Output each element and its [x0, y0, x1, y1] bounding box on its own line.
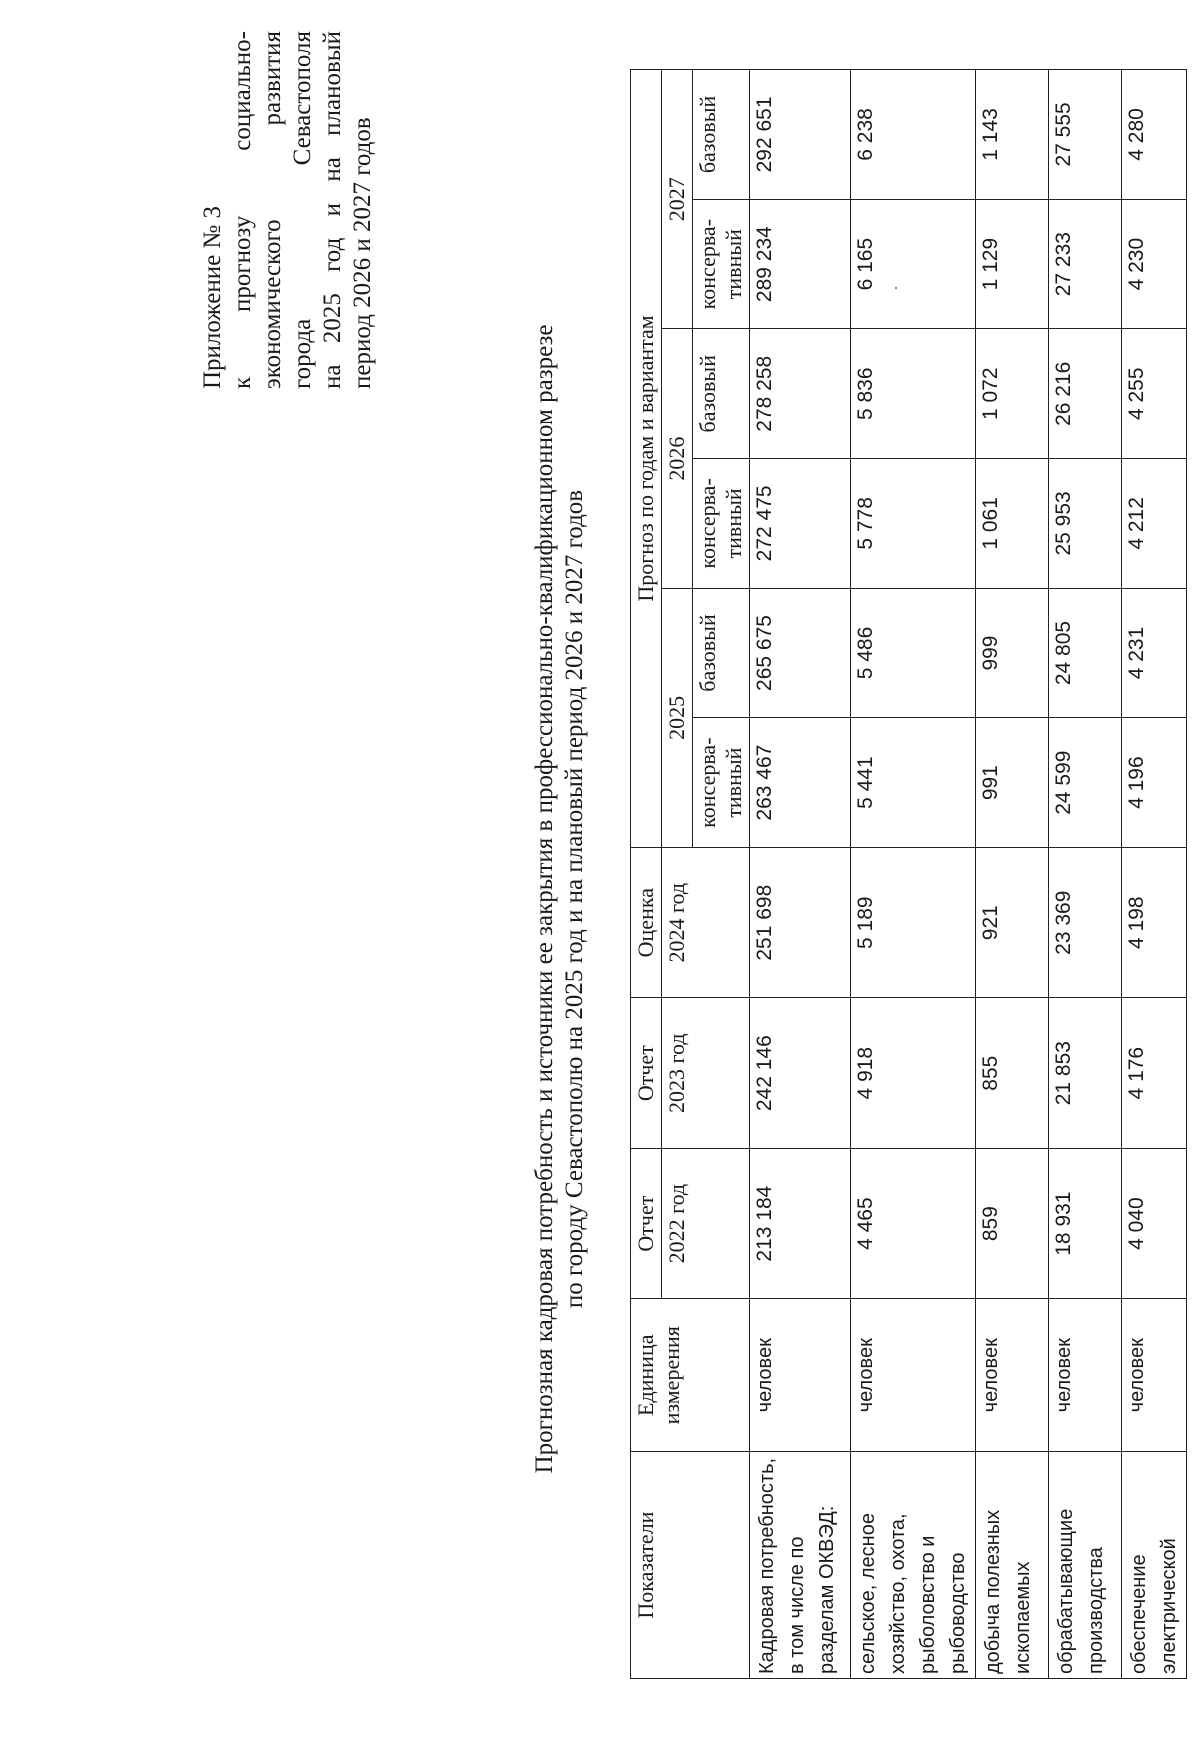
header-report-2022: Отчет [631, 1148, 662, 1298]
appendix-line: период 2026 и 2027 годов [349, 117, 376, 389]
value-cell: 23 369 [1049, 847, 1122, 997]
value-cell: 6 238 [851, 70, 976, 200]
value-cell: 1 072 [976, 329, 1049, 459]
value-cell: 6 165 [851, 199, 976, 329]
title-line-1: Прогнозная кадровая потребность и источники ее закрытия в профессионально-квалификационном разрезе [531, 324, 558, 1474]
value-cell: 5 486 [851, 588, 976, 718]
row-label: сельское, лесное хозяйство, охота, рыболовство и рыбоводство [851, 1452, 976, 1679]
header-unit: Единица измерения [631, 1299, 750, 1452]
value-cell: 859 [976, 1148, 1049, 1298]
value-cell: 24 805 [1049, 588, 1122, 718]
header-variant-base: базовый [693, 70, 750, 200]
value-cell: 4 918 [851, 998, 976, 1148]
value-cell: 4 231 [1122, 588, 1187, 718]
header-variant-conservative: консерва-тивный [693, 459, 750, 589]
header-estimate-2024: Оценка [631, 847, 662, 997]
table-row [1122, 70, 1187, 1679]
row-unit: человек [750, 1299, 851, 1452]
header-variant-conservative: консерва-тивный [693, 718, 750, 848]
value-cell: 272 475 [750, 459, 851, 589]
value-cell: 242 146 [750, 998, 851, 1148]
value-cell: 5 441 [851, 718, 976, 848]
value-cell: 213 184 [750, 1148, 851, 1298]
table-row [750, 70, 851, 1679]
appendix-header [198, 31, 378, 389]
value-cell: 4 280 [1122, 70, 1187, 200]
header-forecast: Прогноз по годам и вариантам [631, 70, 662, 848]
value-cell: 21 853 [1049, 998, 1122, 1148]
table-row [1049, 70, 1122, 1679]
value-cell: 5 778 [851, 459, 976, 589]
table-row [851, 70, 976, 1679]
row-unit: человек [1049, 1299, 1122, 1452]
value-cell: 4 212 [1122, 459, 1187, 589]
header-variant-conservative: консерва-тивный [693, 199, 750, 329]
header-indicator: Показатели [631, 1452, 750, 1679]
value-cell: 1 143 [976, 70, 1049, 200]
value-cell: 5 189 [851, 847, 976, 997]
title-line-2: по городу Севастополю на 2025 год и на плановый период 2026 и 2027 годов [561, 489, 588, 1309]
header-year-2022: 2022 год [662, 1148, 750, 1298]
value-cell: 289 234 [750, 199, 851, 329]
value-cell: 265 675 [750, 588, 851, 718]
appendix-line: к прогнозу социально- [229, 31, 256, 389]
header-year-2025: 2025 [662, 588, 693, 847]
value-cell: 18 931 [1049, 1148, 1122, 1298]
value-cell: 4 230 [1122, 199, 1187, 329]
header-year-2023: 2023 год [662, 998, 750, 1148]
header-variant-base: базовый [693, 329, 750, 459]
appendix-line: экономического развития [259, 31, 286, 389]
header-year-2027: 2027 [662, 70, 693, 329]
row-label: обрабатывающие производства [1049, 1452, 1122, 1679]
value-cell: 855 [976, 998, 1049, 1148]
document-title [530, 159, 590, 1639]
header-report-2023: Отчет [631, 998, 662, 1148]
value-cell: 4 465 [851, 1148, 976, 1298]
scan-speck [895, 287, 897, 289]
row-label: обеспечение электрической [1122, 1452, 1187, 1679]
value-cell: 4 196 [1122, 718, 1187, 848]
value-cell: 278 258 [750, 329, 851, 459]
row-label: добыча полезных ископаемых [976, 1452, 1049, 1679]
row-label: Кадровая потребность, в том числе по разделам ОКВЭД: [750, 1452, 851, 1679]
row-unit: человек [1122, 1299, 1187, 1452]
value-cell: 4 176 [1122, 998, 1187, 1148]
value-cell: 921 [976, 847, 1049, 997]
value-cell: 5 836 [851, 329, 976, 459]
appendix-line: на 2025 год и на плановый [319, 31, 346, 389]
value-cell: 27 555 [1049, 70, 1122, 200]
value-cell: 24 599 [1049, 718, 1122, 848]
table-row [976, 70, 1049, 1679]
row-unit: человек [976, 1299, 1049, 1452]
value-cell: 4 255 [1122, 329, 1187, 459]
value-cell: 4 198 [1122, 847, 1187, 997]
value-cell: 263 467 [750, 718, 851, 848]
value-cell: 251 698 [750, 847, 851, 997]
value-cell: 4 040 [1122, 1148, 1187, 1298]
appendix-line: Приложение № 3 [199, 205, 226, 389]
forecast-table [630, 69, 1187, 1679]
header-year-2026: 2026 [662, 329, 693, 588]
value-cell: 991 [976, 718, 1049, 848]
value-cell: 25 953 [1049, 459, 1122, 589]
value-cell: 999 [976, 588, 1049, 718]
value-cell: 1 061 [976, 459, 1049, 589]
header-year-2024: 2024 год [662, 847, 750, 997]
value-cell: 1 129 [976, 199, 1049, 329]
appendix-line: города Севастополя [289, 31, 316, 389]
value-cell: 292 651 [750, 70, 851, 200]
value-cell: 26 216 [1049, 329, 1122, 459]
value-cell: 27 233 [1049, 199, 1122, 329]
header-variant-base: базовый [693, 588, 750, 718]
row-unit: человек [851, 1299, 976, 1452]
